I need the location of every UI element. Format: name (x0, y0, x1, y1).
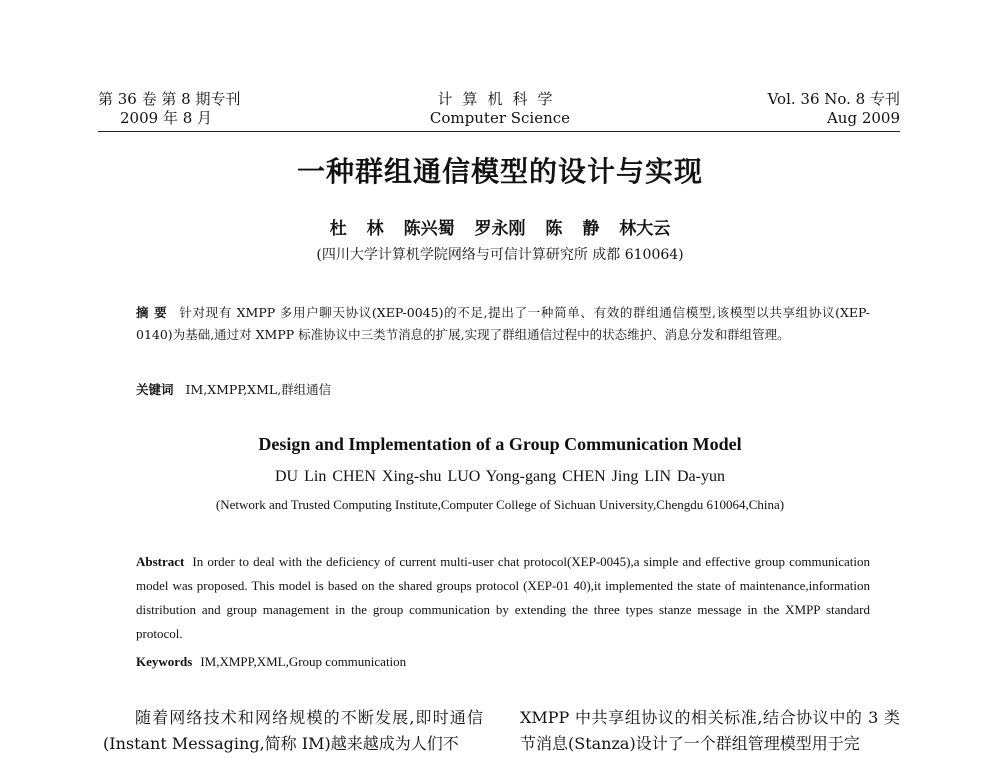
affiliation-cn: (四川大学计算机学院网络与可信计算研究所 成都 610064) (316, 247, 684, 263)
header-divider (98, 131, 900, 132)
journal-name-en: Computer Science (429, 109, 571, 127)
authors-en: DU Lin CHEN Xing-shu LUO Yong-gang CHEN Jing LIN Da-yun (275, 468, 725, 485)
paper-title-cn: 一种群组通信模型的设计与实现 (296, 155, 703, 188)
keywords-en-label: Keywords (136, 654, 193, 669)
publication-date-cn: 2009 年 8 月 (120, 109, 213, 127)
journal-issue-info-en (768, 90, 900, 128)
keywords-en-text: IM,XMPP,XML,Group communication (200, 654, 407, 669)
volume-issue: 第 36 卷 第 8 期专刊 (98, 90, 241, 108)
publication-date-en: Aug 2009 (826, 109, 900, 127)
paper-title-en: Design and Implementation of a Group Communication Model (258, 434, 742, 454)
abstract-en-text: In order to deal with the deficiency of current multi-user chat protocol(XEP-0045),a simple and effective group communication model was proposed. This model is based on the shared groups protocol (XEP-01 40),it implemented the state of maintenance,information distribution and group management in the group communication by extending the three types stanze message in the XMPP standard protocol. (136, 554, 870, 641)
abstract-cn-text: 针对现有 XMPP 多用户聊天协议(XEP-0045)的不足,提出了一种简单、有效的群组通信模型,该模型以共享组协议(XEP-0140)为基础,通过对 XMPP 标准协议中三类节消息的扩展,实现了群组通信过程中的状态维护、消息分发和群组管理。 (136, 305, 870, 342)
body-column-right: XMPP 中共享组协议的相关标准,结合协议中的 3 类节消息(Stanza)设计了一个群组管理模型用于完 (520, 708, 900, 753)
keywords-cn (136, 380, 331, 398)
journal-name-cn: 计算机科学 (437, 90, 563, 108)
body-column-left: 随着网络技术和网络规模的不断发展,即时通信(Instant Messaging,简称 IM)越来越成为人们不 (103, 708, 483, 753)
keywords-cn-label: 关键词 (136, 382, 174, 397)
abstract-cn-label: 摘 要 (136, 305, 168, 320)
authors-cn: 杜 林 陈兴蜀 罗永刚 陈 静 林大云 (329, 219, 671, 239)
volume-issue-en: Vol. 36 No. 8 专刊 (767, 90, 900, 108)
keywords-en (136, 654, 406, 670)
keywords-cn-text: IM,XMPP,XML,群组通信 (185, 382, 332, 397)
affiliation-en: (Network and Trusted Computing Institute,Computer College of Sichuan University,Chengdu 610064,China) (215, 497, 785, 512)
abstract-cn (136, 302, 870, 346)
abstract-en (136, 550, 870, 646)
abstract-en-label: Abstract (136, 554, 185, 569)
